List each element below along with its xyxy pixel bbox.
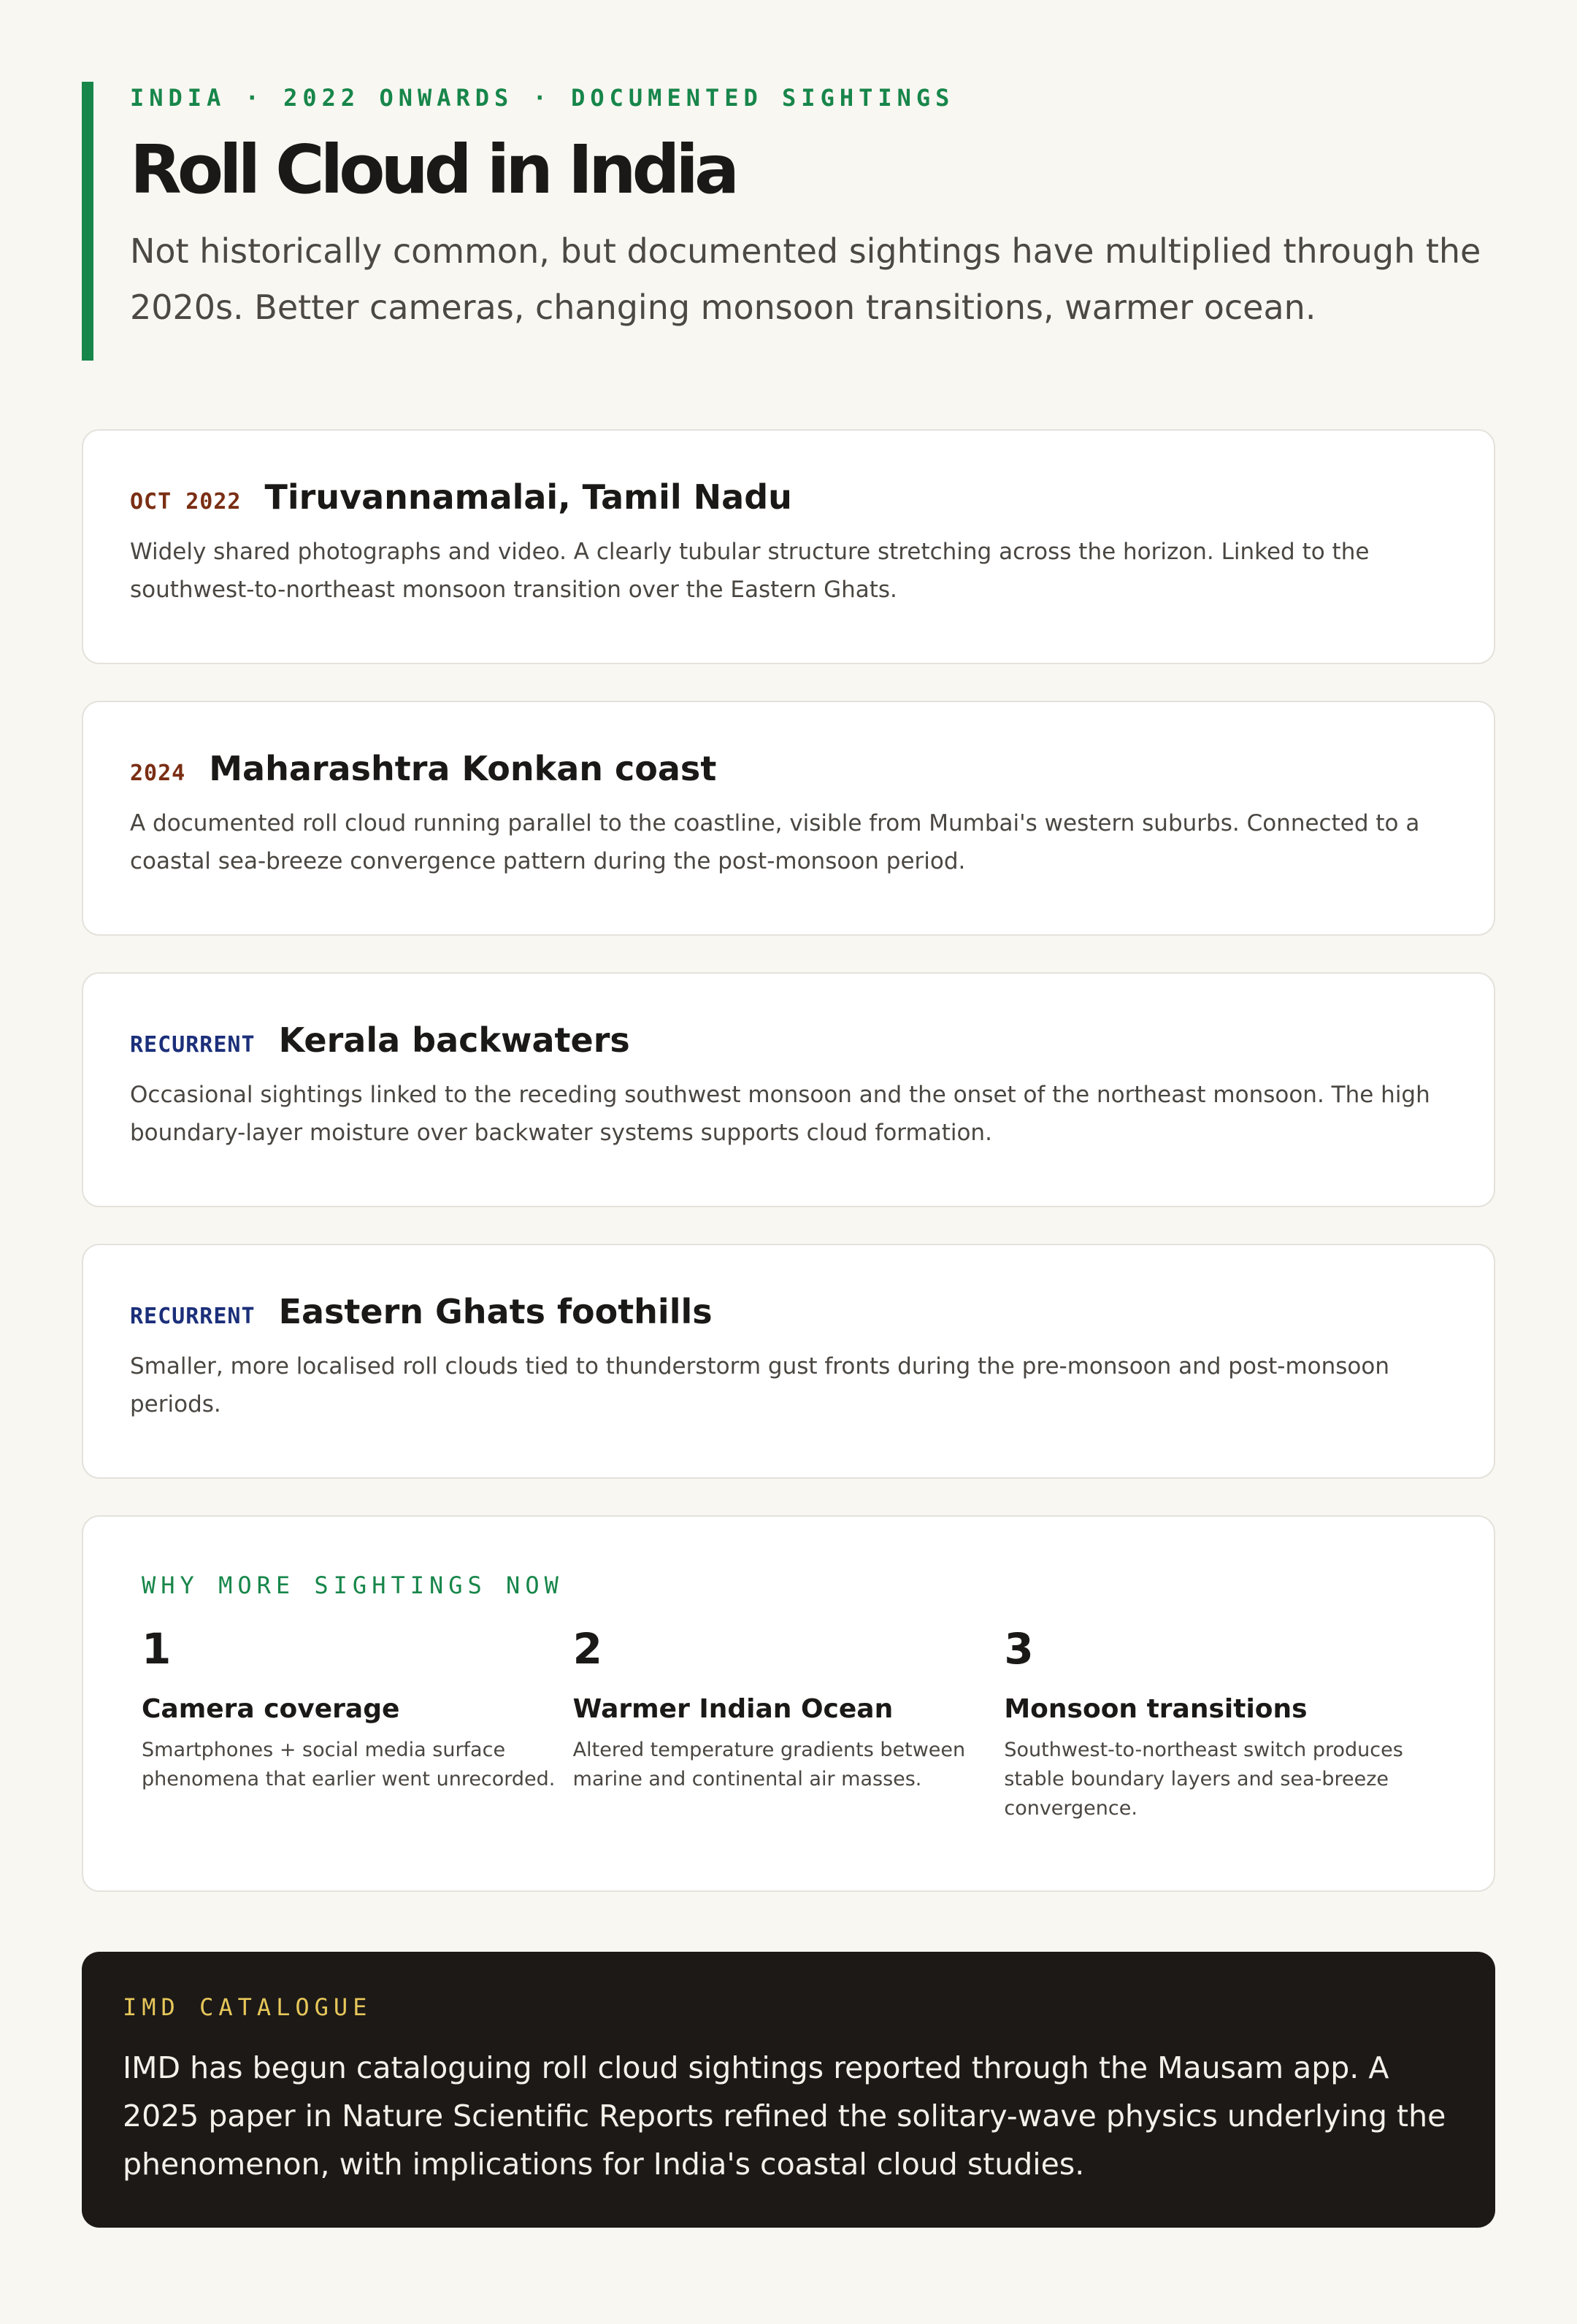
reasons-grid	[142, 1623, 1435, 1823]
sighting-card-kerala	[82, 972, 1495, 1207]
sighting-card-header	[130, 749, 1447, 788]
reason-title: Camera coverage	[142, 1694, 400, 1724]
sighting-card-header	[130, 1020, 1447, 1060]
imd-label: IMD CATALOGUE	[123, 1993, 372, 2021]
sighting-title: Maharashtra Konkan coast	[209, 749, 717, 788]
reason-description: Altered temperature gradients between marine and continental air masses.	[572, 1739, 966, 1790]
sighting-card-header	[130, 1292, 1447, 1331]
sighting-title: Tiruvannamalai, Tamil Nadu	[264, 477, 792, 517]
sighting-tag: OCT 2022	[130, 489, 242, 515]
sighting-card-konkan	[82, 701, 1495, 936]
sighting-description: Smaller, more localised roll clouds tied to thunderstorm gust fronts during the pre-monsoon and post-monsoon periods.	[130, 1353, 1389, 1417]
reason-description: Southwest-to-northeast switch produces stable boundary layers and sea-breeze convergence.	[1004, 1739, 1403, 1820]
reason-number: 3	[1004, 1624, 1034, 1674]
sighting-title: Eastern Ghats foothills	[278, 1292, 713, 1331]
imd-description: IMD has begun cataloguing roll cloud sightings reported through the Mausam app. A 2025 paper in Nature Scientific Reports refined the solitary-wave physics underlying the phenomenon, with implications for India's coastal cloud studies.	[123, 2050, 1446, 2182]
reason-description: Smartphones + social media surface phenomena that earlier went unrecorded.	[142, 1739, 556, 1790]
reason-number: 1	[142, 1624, 172, 1674]
why-section-label: WHY MORE SIGHTINGS NOW	[142, 1571, 564, 1599]
sighting-tag: RECURRENT	[130, 1032, 256, 1058]
page-title: Roll Cloud in India	[130, 131, 736, 209]
reason-title: Warmer Indian Ocean	[572, 1694, 894, 1724]
imd-catalogue-callout	[82, 1952, 1495, 2228]
page-subtitle: Not historically common, but documented sightings have multiplied through the 2020s. Better cameras, changing monsoon transitions, warmer ocean.	[130, 231, 1481, 327]
sighting-tag: RECURRENT	[130, 1304, 256, 1329]
why-more-sightings-panel	[82, 1515, 1495, 1892]
sighting-tag: 2024	[130, 761, 186, 786]
eyebrow: INDIA · 2022 ONWARDS · DOCUMENTED SIGHTINGS	[130, 84, 955, 112]
reason-title: Monsoon transitions	[1004, 1694, 1308, 1724]
sighting-description: Widely shared photographs and video. A clearly tubular structure stretching across the horizon. Linked to the southwest-to-northeast monsoon transition over the Eastern Ghats.	[130, 539, 1370, 603]
sightings-list	[82, 429, 1495, 1479]
reason-item-monsoon	[1004, 1623, 1435, 1823]
hero-header	[82, 82, 1495, 361]
sighting-card-eastern-ghats	[82, 1244, 1495, 1479]
reason-item-camera	[142, 1623, 573, 1823]
page	[82, 82, 1495, 2228]
sighting-description: Occasional sightings linked to the receding southwest monsoon and the onset of the northeast monsoon. The high boundary-layer moisture over backwater systems supports cloud formation.	[130, 1082, 1430, 1146]
sighting-description: A documented roll cloud running parallel to the coastline, visible from Mumbai's western suburbs. Connected to a coastal sea-breeze convergence pattern during the post-monsoon period.	[130, 810, 1420, 874]
sighting-card-header	[130, 477, 1447, 517]
reason-item-ocean	[573, 1623, 1005, 1823]
reason-number: 2	[572, 1624, 603, 1674]
sighting-title: Kerala backwaters	[278, 1020, 630, 1060]
sighting-card-tiruvannamalai	[82, 429, 1495, 664]
